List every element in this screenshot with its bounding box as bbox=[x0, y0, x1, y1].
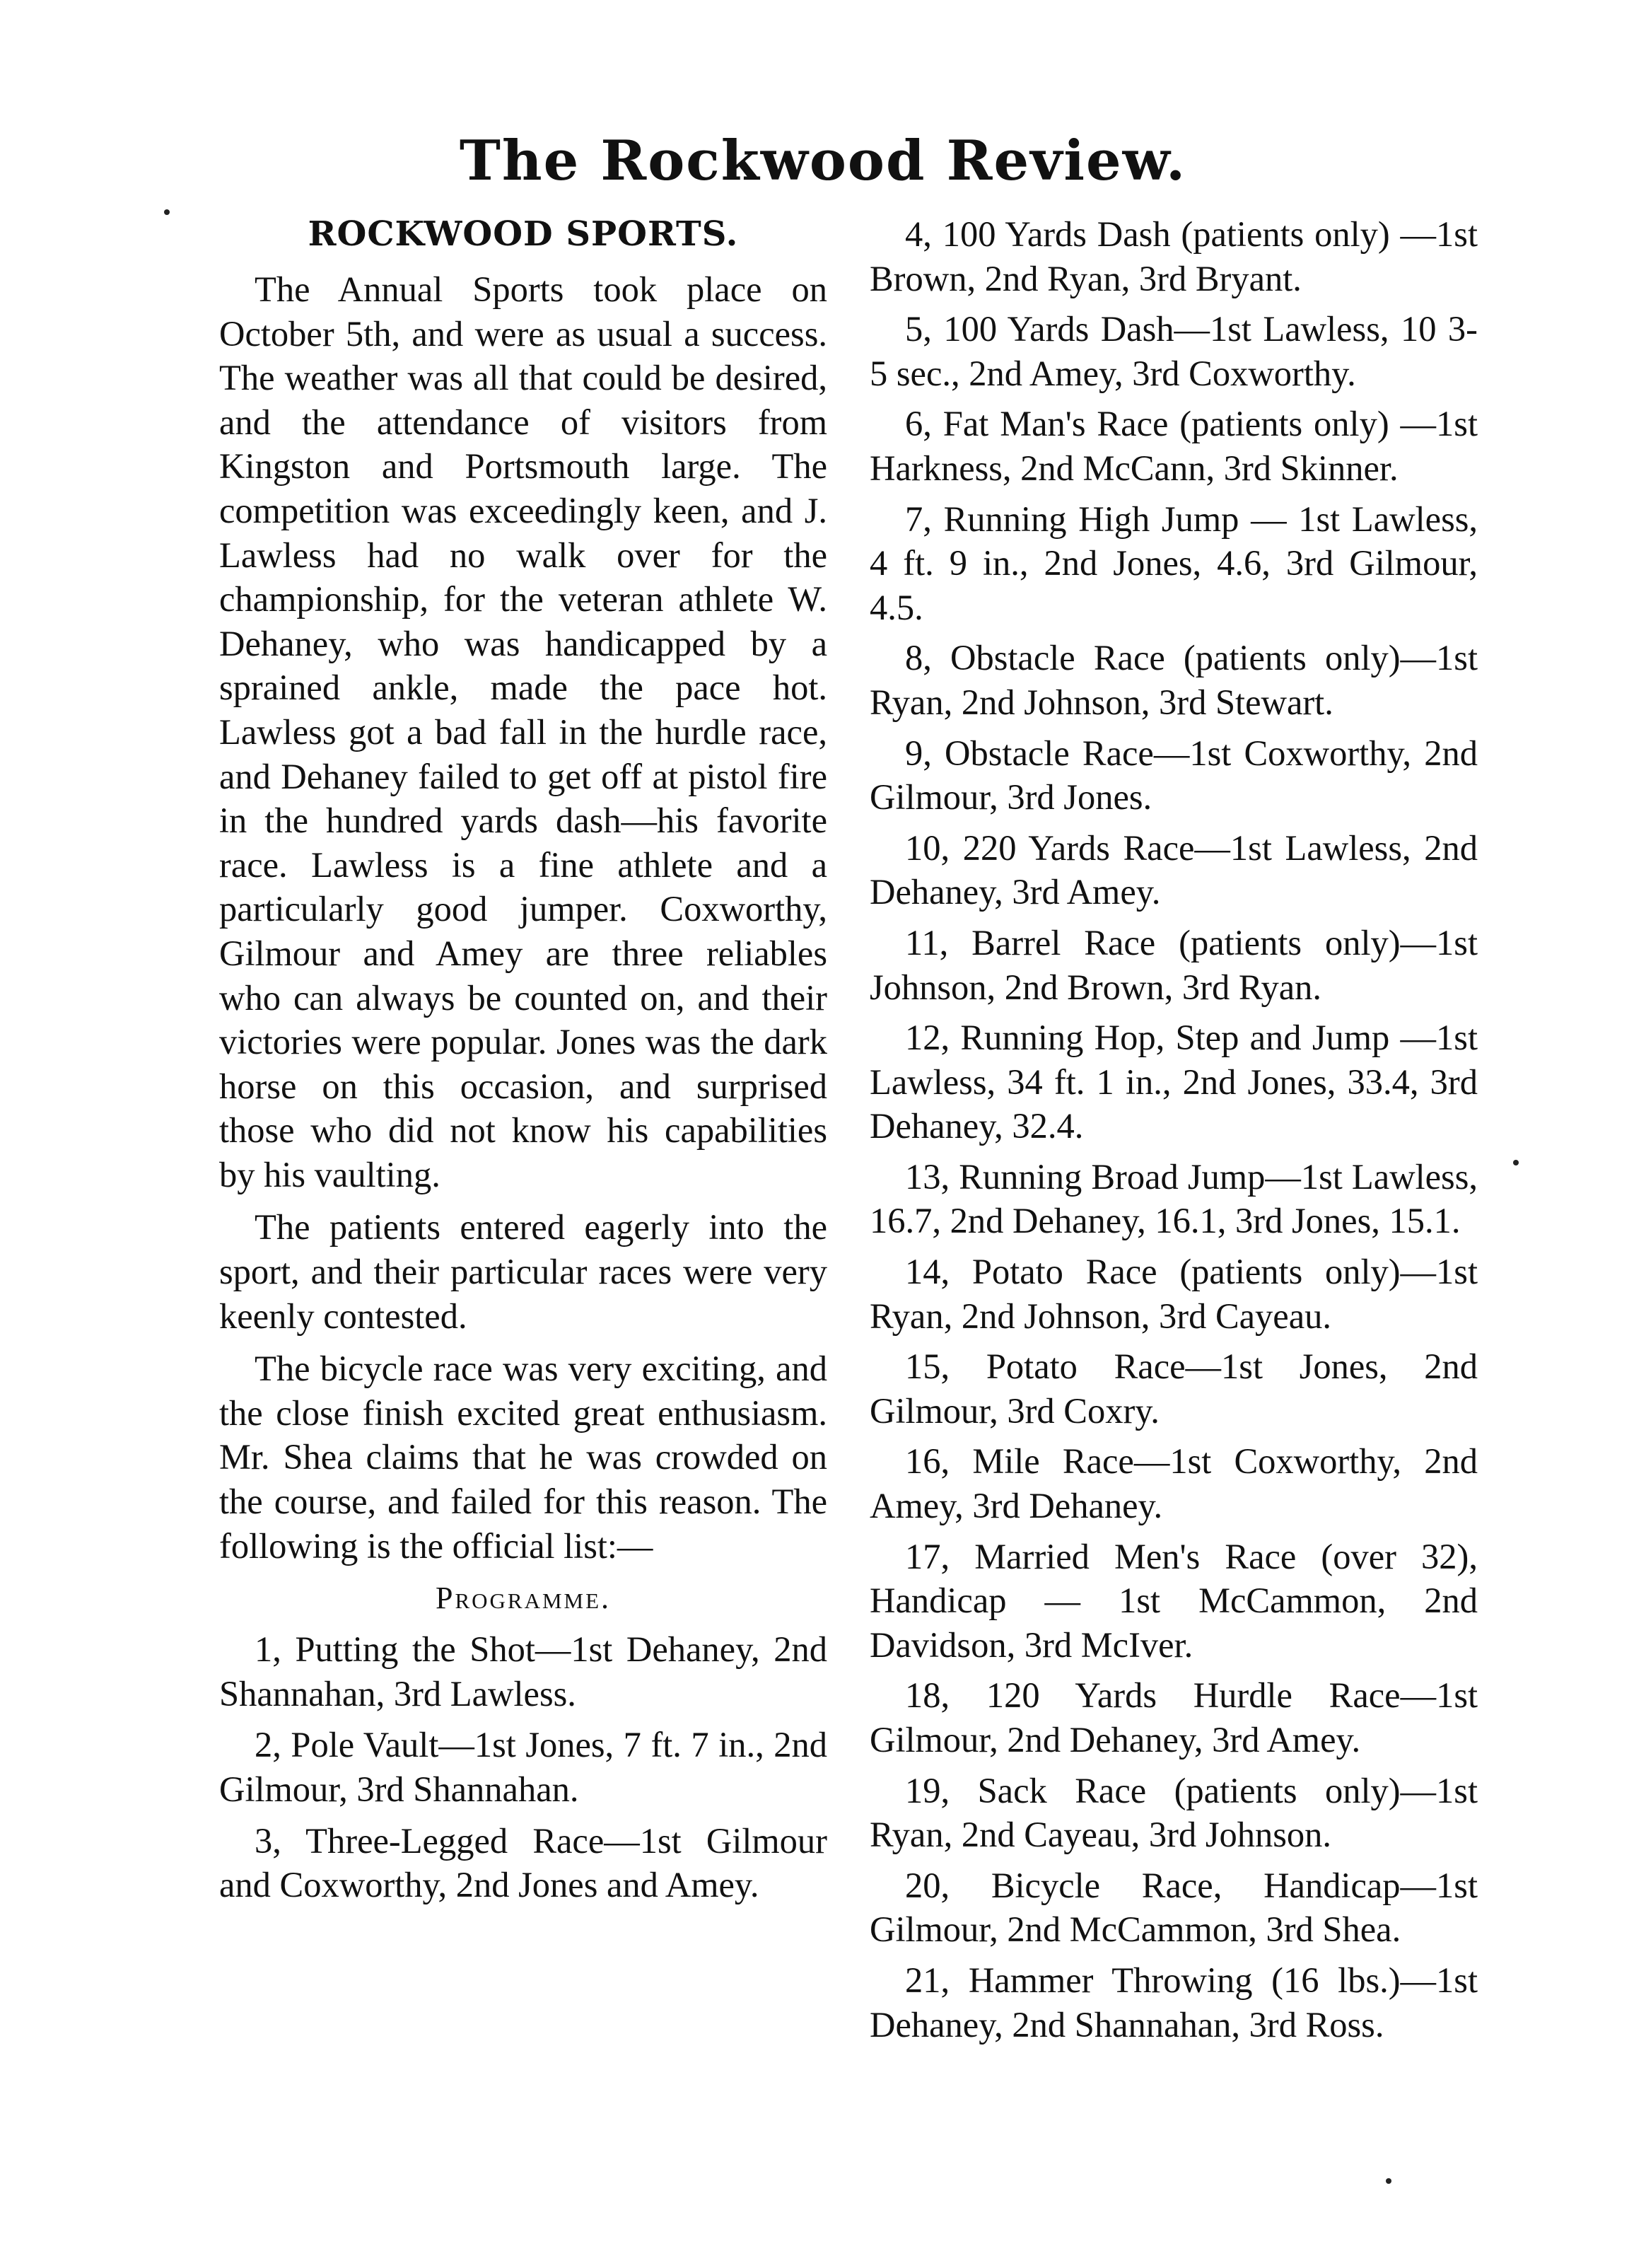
article-title: ROCKWOOD SPORTS. bbox=[308, 214, 739, 254]
article-paragraph: The patients entered eagerly into the sport, and their particular races were very keenly contested. bbox=[219, 1207, 827, 1336]
article-paragraph: The bicycle race was very exciting, and the close finish excited great enthusiasm. Mr. Shea claims that he was crowded on the course, and failed for this reason. The following is the official list:— bbox=[219, 1349, 827, 1566]
ink-speck bbox=[164, 209, 170, 215]
programme-entry: 8, Obstacle Race (patients only)—1st Ryan, 2nd Johnson, 3rd Stewart. bbox=[870, 638, 1478, 722]
right-column bbox=[870, 212, 1478, 2053]
programme-entry: 5, 100 Yards Dash—1st Lawless, 10 3-5 sec., 2nd Amey, 3rd Coxworthy. bbox=[870, 309, 1478, 393]
programme-entry: 7, Running High Jump — 1st Lawless, 4 ft. 9 in., 2nd Jones, 4.6, 3rd Gilmour, 4.5. bbox=[870, 499, 1478, 627]
programme-heading: Programme. bbox=[435, 1581, 612, 1616]
programme-entry: 9, Obstacle Race—1st Coxworthy, 2nd Gilmour, 3rd Jones. bbox=[870, 733, 1478, 818]
programme-entry: 4, 100 Yards Dash (patients only) —1st Brown, 2nd Ryan, 3rd Bryant. bbox=[870, 214, 1478, 298]
ink-speck bbox=[1386, 2178, 1391, 2184]
article-paragraph: The Annual Sports took place on October 5th, and were as usual a success. The weather was all that could be desired, and the attendance of visitors from Kingston and Portsmouth large. The competition was exceedingly keen, and J. Lawless had no walk over for the championship, for the veteran athlete W. Dehaney, who was handicapped by a sprained ankle, made the pace hot. Lawless got a bad fall in the hurdle race, and Dehaney failed to get off at pistol fire in the hundred yards dash—his favorite race. Lawless is a fine athlete and a particularly good jumper. Coxworthy, Gilmour and Amey are three reliables who can always be counted on, and their victories were popular. Jones was the dark horse on this occasion, and surprised those who did not know his capabilities by his vaulting. bbox=[219, 269, 827, 1194]
programme-entry: 11, Barrel Race (patients only)—1st Johnson, 2nd Brown, 3rd Ryan. bbox=[870, 922, 1478, 1007]
programme-entry: 13, Running Broad Jump—1st Lawless, 16.7, 2nd Dehaney, 16.1, 3rd Jones, 15.1. bbox=[870, 1156, 1478, 1241]
programme-entry: 18, 120 Yards Hurdle Race—1st Gilmour, 2nd Dehaney, 3rd Amey. bbox=[870, 1675, 1478, 1760]
programme-entry: 1, Putting the Shot—1st Dehaney, 2nd Shannahan, 3rd Lawless. bbox=[219, 1629, 827, 1714]
programme-entry: 3, Three-Legged Race—1st Gilmour and Coxworthy, 2nd Jones and Amey. bbox=[219, 1820, 827, 1905]
programme-entry: 2, Pole Vault—1st Jones, 7 ft. 7 in., 2nd Gilmour, 3rd Shannahan. bbox=[219, 1725, 827, 1809]
programme-entry: 20, Bicycle Race, Handicap—1st Gilmour, 2nd McCammon, 3rd Shea. bbox=[870, 1865, 1478, 1950]
programme-entry: 21, Hammer Throwing (16 lbs.)—1st Dehaney, 2nd Shannahan, 3rd Ross. bbox=[870, 1960, 1478, 2045]
programme-entry: 15, Potato Race—1st Jones, 2nd Gilmour, 3rd Coxry. bbox=[870, 1347, 1478, 1431]
programme-entry: 19, Sack Race (patients only)—1st Ryan, 2nd Cayeau, 3rd Johnson. bbox=[870, 1770, 1478, 1855]
programme-entry: 10, 220 Yards Race—1st Lawless, 2nd Dehaney, 3rd Amey. bbox=[870, 827, 1478, 912]
programme-entry: 14, Potato Race (patients only)—1st Ryan, 2nd Johnson, 3rd Cayeau. bbox=[870, 1252, 1478, 1336]
programme-entry: 17, Married Men's Race (over 32), Handicap — 1st McCammon, 2nd Davidson, 3rd McIver. bbox=[870, 1536, 1478, 1665]
ink-speck bbox=[1513, 1160, 1519, 1165]
programme-entry: 12, Running Hop, Step and Jump —1st Lawless, 34 ft. 1 in., 2nd Jones, 33.4, 3rd Dehaney, 32.4. bbox=[870, 1018, 1478, 1146]
left-column bbox=[219, 212, 827, 1914]
programme-entry: 6, Fat Man's Race (patients only) —1st Harkness, 2nd McCann, 3rd Skinner. bbox=[870, 404, 1478, 488]
masthead-title: The Rockwood Review. bbox=[459, 129, 1187, 193]
programme-entry: 16, Mile Race—1st Coxworthy, 2nd Amey, 3rd Dehaney. bbox=[870, 1441, 1478, 1526]
